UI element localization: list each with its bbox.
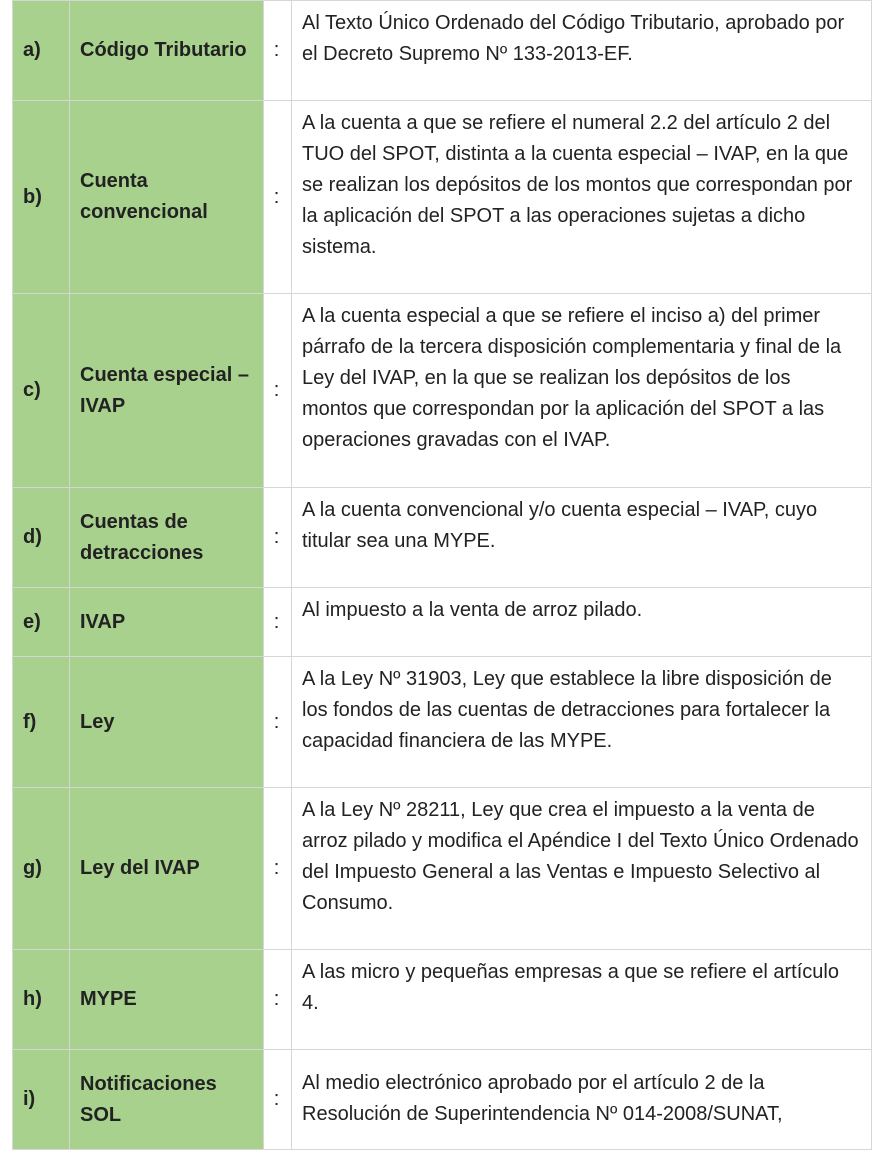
row-definition: A la cuenta convencional y/o cuenta especial – IVAP, cuyo titular sea una MYPE. [292, 488, 872, 588]
row-letter: a) [13, 1, 70, 101]
definition-row [13, 657, 872, 788]
row-colon: : [264, 657, 292, 788]
row-definition: A la cuenta especial a que se refiere el inciso a) del primer párrafo de la tercera disposición complementaria y final de la Ley del IVAP, en la que se realizan los depósitos de los montos que correspondan por la aplicación del SPOT a las operaciones gravadas con el IVAP. [292, 294, 872, 488]
row-term: Cuenta convencional [70, 101, 264, 294]
definition-row [13, 488, 872, 588]
definition-row [13, 950, 872, 1050]
row-term: Cuentas de detracciones [70, 488, 264, 588]
row-colon: : [264, 1050, 292, 1150]
row-letter: h) [13, 950, 70, 1050]
row-letter: f) [13, 657, 70, 788]
row-term: Notificaciones SOL [70, 1050, 264, 1150]
row-colon: : [264, 588, 292, 657]
definition-row [13, 788, 872, 950]
definition-row [13, 294, 872, 488]
row-definition: Al medio electrónico aprobado por el artículo 2 de la Resolución de Superintendencia Nº 014-2008/SUNAT, [292, 1050, 872, 1150]
row-term: Código Tributario [70, 1, 264, 101]
row-letter: i) [13, 1050, 70, 1150]
row-definition: A la cuenta a que se refiere el numeral 2.2 del artículo 2 del TUO del SPOT, distinta a la cuenta especial – IVAP, en la que se realizan los depósitos de los montos que correspondan por la aplicación del SPOT a las operaciones sujetas a dicho sistema. [292, 101, 872, 294]
definition-row [13, 101, 872, 294]
definitions-table [12, 0, 872, 1150]
row-colon: : [264, 294, 292, 488]
row-term: Ley [70, 657, 264, 788]
row-term: IVAP [70, 588, 264, 657]
row-definition: Al impuesto a la venta de arroz pilado. [292, 588, 872, 657]
row-letter: c) [13, 294, 70, 488]
row-colon: : [264, 1, 292, 101]
definition-row [13, 588, 872, 657]
row-definition: Al Texto Único Ordenado del Código Tributario, aprobado por el Decreto Supremo Nº 133-2013-EF. [292, 1, 872, 101]
row-definition: A la Ley Nº 28211, Ley que crea el impuesto a la venta de arroz pilado y modifica el Apéndice I del Texto Único Ordenado del Impuesto General a las Ventas e Impuesto Selectivo al Consumo. [292, 788, 872, 950]
row-term: Ley del IVAP [70, 788, 264, 950]
row-colon: : [264, 488, 292, 588]
row-letter: g) [13, 788, 70, 950]
row-letter: b) [13, 101, 70, 294]
definition-row [13, 1050, 872, 1150]
row-term: Cuenta especial – IVAP [70, 294, 264, 488]
row-definition: A la Ley Nº 31903, Ley que establece la libre disposición de los fondos de las cuentas de detracciones para fortalecer la capacidad financiera de las MYPE. [292, 657, 872, 788]
row-term: MYPE [70, 950, 264, 1050]
row-colon: : [264, 788, 292, 950]
definition-row [13, 1, 872, 101]
row-letter: d) [13, 488, 70, 588]
row-letter: e) [13, 588, 70, 657]
row-colon: : [264, 950, 292, 1050]
row-colon: : [264, 101, 292, 294]
row-definition: A las micro y pequeñas empresas a que se refiere el artículo 4. [292, 950, 872, 1050]
